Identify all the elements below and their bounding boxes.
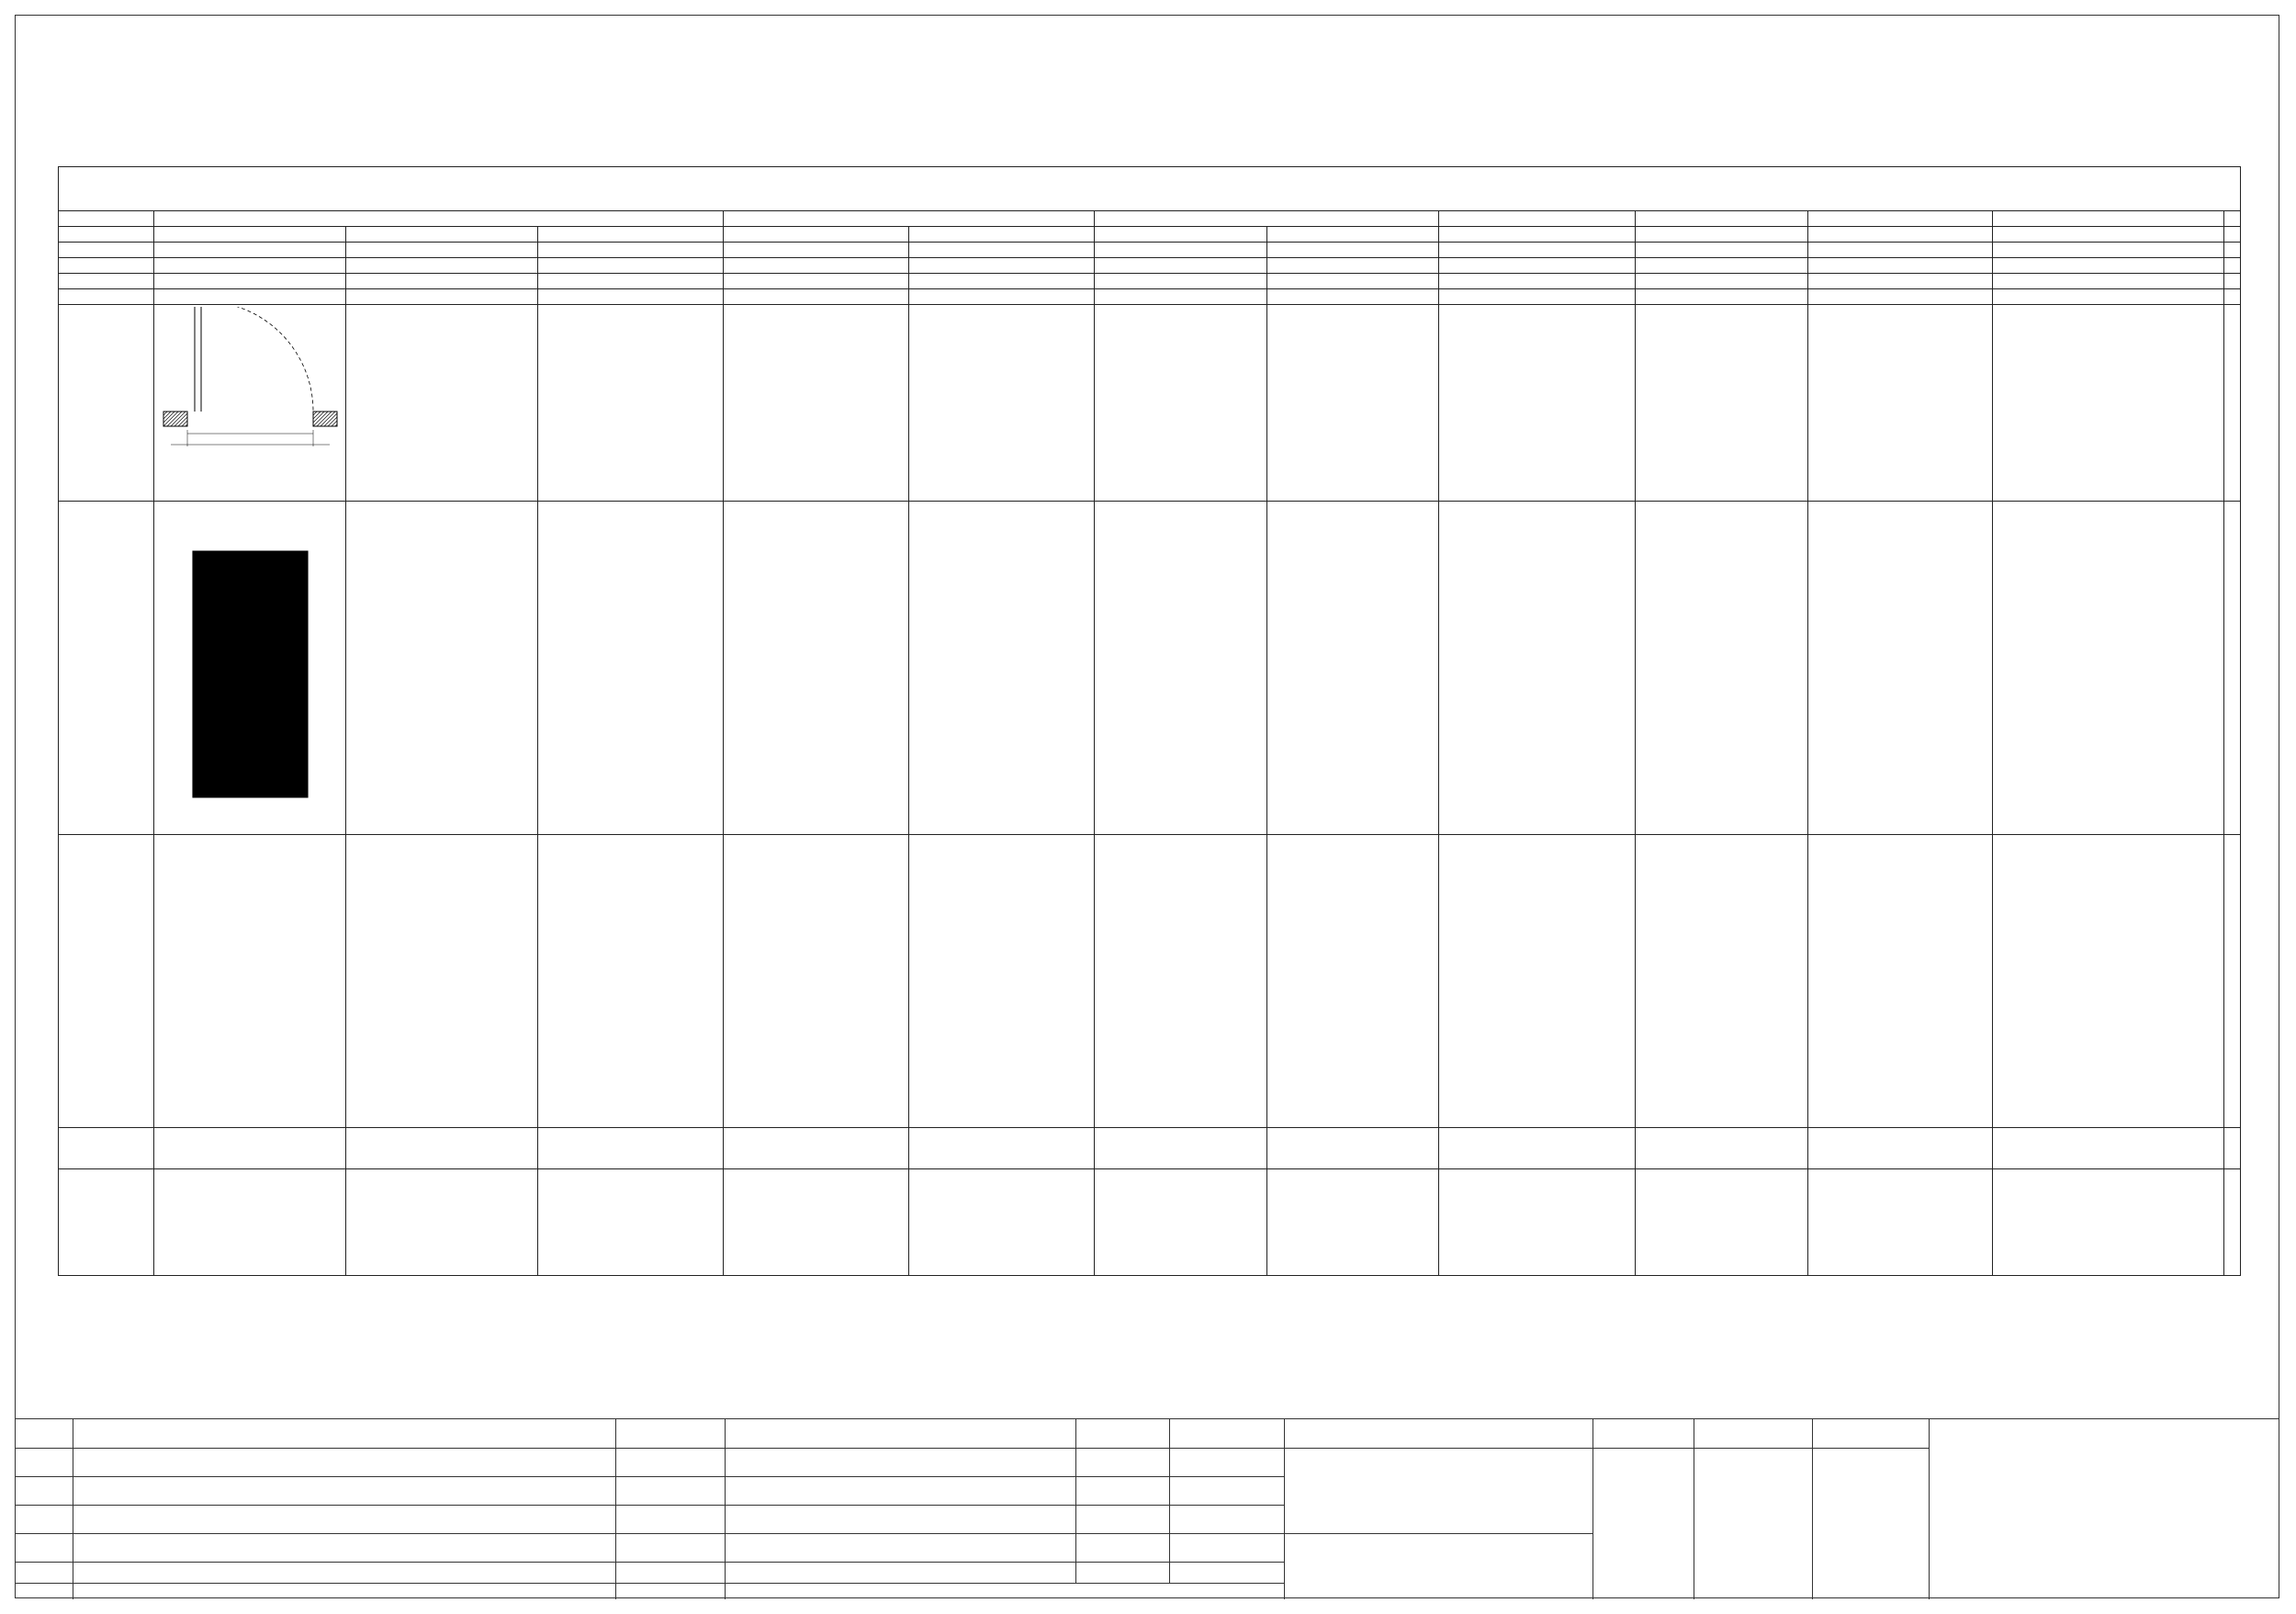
- cantidad-cell: [1439, 227, 1636, 243]
- plan-view-cell: [1636, 305, 1808, 502]
- group-header: [154, 211, 724, 227]
- ancho-cell: [1267, 243, 1439, 258]
- wall-hatch: [163, 412, 187, 426]
- tb-line: [1284, 1533, 1593, 1534]
- marco-cell: [909, 274, 1095, 289]
- tb-line: [15, 1505, 1284, 1506]
- row-label-codigo: [59, 211, 154, 227]
- elevation-cell: [1808, 502, 1993, 835]
- plan-view-drawing: [155, 307, 345, 499]
- ubicacion-cell: [1993, 1128, 2224, 1169]
- empty-cell: [2224, 1169, 2241, 1276]
- tb-line: [1812, 1419, 1813, 1599]
- cantidad-cell: [1636, 227, 1808, 243]
- door-details-table: [58, 166, 2241, 1276]
- ancho-cell: [346, 243, 538, 258]
- empty-cell: [2224, 211, 2241, 227]
- dimensiones-cell: [1636, 289, 1808, 305]
- elevation-cell: [538, 502, 724, 835]
- tb-line: [15, 1583, 1284, 1584]
- empty-cell: [2224, 305, 2241, 502]
- elevation-cell: [1095, 502, 1267, 835]
- ancho-cell: [724, 243, 909, 258]
- plan-view-cell: [1095, 305, 1267, 502]
- descripcion-cell: [724, 1169, 909, 1276]
- dimensiones-cell: [154, 289, 346, 305]
- row-label-ubicacion: [59, 1128, 154, 1169]
- group-header: [1808, 211, 1993, 227]
- tb-line: [725, 1419, 726, 1599]
- ancho-cell: [154, 243, 346, 258]
- empty-cell: [2224, 289, 2241, 305]
- dimensiones-cell: [538, 289, 724, 305]
- ancho-cell: [1095, 243, 1267, 258]
- axonometric-cell: [724, 835, 909, 1128]
- descripcion-cell: [346, 1169, 538, 1276]
- marco-cell: [538, 274, 724, 289]
- axonometric-cell: [1636, 835, 1808, 1128]
- marco-cell: [1993, 274, 2224, 289]
- marco-cell: [1267, 274, 1439, 289]
- altura-cell: [154, 258, 346, 274]
- table-title: [59, 167, 2241, 211]
- elevation-cell: [1636, 502, 1808, 835]
- tb-line: [1075, 1419, 1076, 1583]
- altura-cell: [724, 258, 909, 274]
- axonometric-cell: [1095, 835, 1267, 1128]
- group-header: [724, 211, 1095, 227]
- marco-cell: [1439, 274, 1636, 289]
- ubicacion-cell: [1095, 1128, 1267, 1169]
- group-header: [1993, 211, 2224, 227]
- descripcion-cell: [909, 1169, 1095, 1276]
- group-header: [1095, 211, 1439, 227]
- marco-cell: [1636, 274, 1808, 289]
- ancho-cell: [538, 243, 724, 258]
- plan-view-cell: [1439, 305, 1636, 502]
- row-label-cantidad: [59, 227, 154, 243]
- cantidad-cell: [538, 227, 724, 243]
- tb-line: [1929, 1419, 1930, 1599]
- dimensiones-cell: [1267, 289, 1439, 305]
- tb-line: [615, 1419, 616, 1599]
- ancho-cell: [1993, 243, 2224, 258]
- marco-cell: [1808, 274, 1993, 289]
- altura-cell: [1808, 258, 1993, 274]
- plan-view-cell: [538, 305, 724, 502]
- descripcion-cell: [1439, 1169, 1636, 1276]
- elevation-cell: [154, 502, 346, 835]
- axonometric-cell: [1808, 835, 1993, 1128]
- cantidad-cell: [154, 227, 346, 243]
- elevation-cell: [1993, 502, 2224, 835]
- descripcion-cell: [154, 1169, 346, 1276]
- ubicacion-cell: [1267, 1128, 1439, 1169]
- empty-cell: [2224, 1128, 2241, 1169]
- empty-cell: [2224, 258, 2241, 274]
- extra-count: [2224, 227, 2241, 243]
- tb-line: [1284, 1419, 1285, 1599]
- elevation-cell: [909, 502, 1095, 835]
- altura-cell: [1267, 258, 1439, 274]
- tb-line: [15, 1562, 1284, 1563]
- empty-cell: [2224, 502, 2241, 835]
- dimensiones-cell: [346, 289, 538, 305]
- ubicacion-cell: [154, 1128, 346, 1169]
- swing-arc: [197, 307, 313, 412]
- row-label-altura: [59, 258, 154, 274]
- dimensiones-cell: [724, 289, 909, 305]
- descripcion-cell: [1095, 1169, 1267, 1276]
- altura-cell: [538, 258, 724, 274]
- elevation-cell: [1267, 502, 1439, 835]
- plan-view-cell: [909, 305, 1095, 502]
- row-label-axonometrica: [59, 835, 154, 1128]
- tb-line: [15, 1533, 1284, 1534]
- axonometric-cell: [154, 835, 346, 1128]
- altura-cell: [1636, 258, 1808, 274]
- elevation-cell: [346, 502, 538, 835]
- plan-view-cell: [154, 305, 346, 502]
- row-label-alzado: [59, 502, 154, 835]
- marco-cell: [724, 274, 909, 289]
- plan-view-cell: [1993, 305, 2224, 502]
- descripcion-cell: [538, 1169, 724, 1276]
- ancho-cell: [1439, 243, 1636, 258]
- row-label-vista-planta: [59, 305, 154, 502]
- row-label-descripcion: [59, 1169, 154, 1276]
- ubicacion-cell: [1439, 1128, 1636, 1169]
- elevation-cell: [1439, 502, 1636, 835]
- marco-cell: [346, 274, 538, 289]
- ubicacion-cell: [724, 1128, 909, 1169]
- cantidad-cell: [1095, 227, 1267, 243]
- axonometric-cell: [1267, 835, 1439, 1128]
- ubicacion-cell: [346, 1128, 538, 1169]
- axonometric-cell: [909, 835, 1095, 1128]
- empty-cell: [2224, 835, 2241, 1128]
- altura-cell: [1993, 258, 2224, 274]
- descripcion-cell: [1267, 1169, 1439, 1276]
- cantidad-cell: [1808, 227, 1993, 243]
- ubicacion-cell: [909, 1128, 1095, 1169]
- tb-line: [15, 1448, 1929, 1449]
- dimensiones-cell: [1993, 289, 2224, 305]
- cantidad-cell: [346, 227, 538, 243]
- axonometric-cell: [1439, 835, 1636, 1128]
- ancho-cell: [1808, 243, 1993, 258]
- plan-view-cell: [346, 305, 538, 502]
- row-label-marco: [59, 274, 154, 289]
- plan-view-cell: [1808, 305, 1993, 502]
- ubicacion-cell: [1808, 1128, 1993, 1169]
- altura-cell: [909, 258, 1095, 274]
- group-header: [1636, 211, 1808, 227]
- descripcion-cell: [1636, 1169, 1808, 1276]
- tb-line: [1169, 1419, 1170, 1583]
- descripcion-cell: [1993, 1169, 2224, 1276]
- dimensiones-cell: [1095, 289, 1267, 305]
- empty-cell: [2224, 243, 2241, 258]
- cantidad-cell: [1993, 227, 2224, 243]
- altura-cell: [1439, 258, 1636, 274]
- plan-view-cell: [1267, 305, 1439, 502]
- altura-cell: [1095, 258, 1267, 274]
- dimensiones-cell: [909, 289, 1095, 305]
- row-label-dimensiones: [59, 289, 154, 305]
- axonometric-cell: [538, 835, 724, 1128]
- cantidad-cell: [909, 227, 1095, 243]
- cantidad-cell: [724, 227, 909, 243]
- wall-hatch: [313, 412, 337, 426]
- plan-view-cell: [724, 305, 909, 502]
- ubicacion-cell: [1636, 1128, 1808, 1169]
- axonometric-cell: [1993, 835, 2224, 1128]
- descripcion-cell: [1808, 1169, 1993, 1276]
- title-block: [15, 1418, 2279, 1598]
- row-label-ancho: [59, 243, 154, 258]
- elevation-cell: [724, 502, 909, 835]
- altura-cell: [346, 258, 538, 274]
- marco-cell: [154, 274, 346, 289]
- elevation-drawing: [155, 503, 345, 832]
- tb-line: [15, 1476, 1284, 1477]
- dimensiones-cell: [1439, 289, 1636, 305]
- group-header: [1439, 211, 1636, 227]
- ubicacion-cell: [538, 1128, 724, 1169]
- cantidad-cell: [1267, 227, 1439, 243]
- dimensiones-cell: [1808, 289, 1993, 305]
- axonometric-cell: [346, 835, 538, 1128]
- ancho-cell: [909, 243, 1095, 258]
- empty-cell: [2224, 274, 2241, 289]
- ancho-cell: [1636, 243, 1808, 258]
- marco-cell: [1095, 274, 1267, 289]
